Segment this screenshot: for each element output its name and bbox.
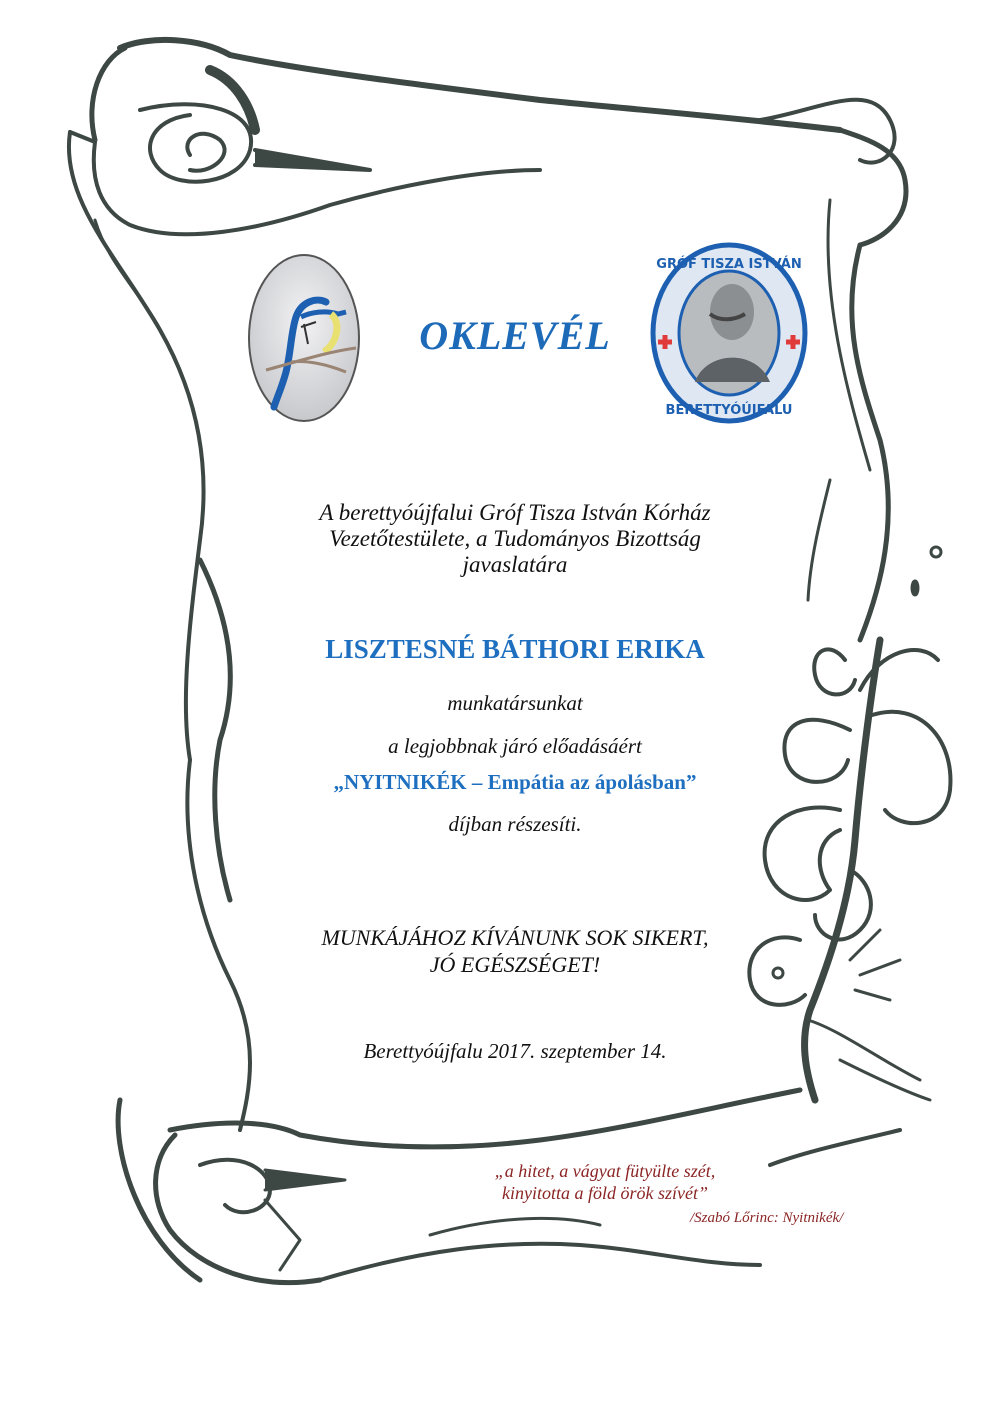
award-name: „NYITNIKÉK – Empátia az ápolásban”	[333, 770, 697, 794]
intro-text	[250, 500, 780, 578]
wish-line: MUNKÁJÁHOZ KÍVÁNUNK SOK SIKERT,	[321, 925, 709, 950]
quote-line: „a hitet, a vágyat fütyülte szét,	[494, 1161, 716, 1181]
conferred-line: díjban részesíti.	[448, 812, 582, 836]
reason-line: a legjobbnak járó előadásáért	[388, 734, 642, 758]
colleague-line: munkatársunkat	[447, 691, 583, 715]
hospital-seal-icon	[650, 242, 808, 424]
intro-line: A berettyóújfalui Gróf Tisza István Kórház	[319, 500, 711, 525]
wish-text	[250, 924, 780, 978]
quote-line: kinyitotta a föld örök szívét”	[502, 1183, 708, 1203]
bird-logo-icon	[246, 252, 362, 424]
place-date: Berettyóújfalu 2017. szeptember 14.	[363, 1039, 667, 1063]
intro-line: javaslatára	[462, 552, 568, 577]
recipient-name: LISZTESNÉ BÁTHORI ERIKA	[325, 634, 705, 664]
quote-source: /Szabó Lőrinc: Nyitnikék/	[690, 1210, 844, 1226]
svg-text:BERETTYÓÚJFALU: BERETTYÓÚJFALU	[665, 403, 793, 418]
poem-quote	[460, 1160, 750, 1204]
intro-line: Vezetőtestülete, a Tudományos Bizottság	[329, 526, 701, 551]
certificate-title: OKLEVÉL	[419, 313, 611, 358]
wish-line: JÓ EGÉSZSÉGET!	[429, 952, 601, 977]
svg-text:GRÓF TISZA ISTVÁN: GRÓF TISZA ISTVÁN	[656, 257, 802, 272]
